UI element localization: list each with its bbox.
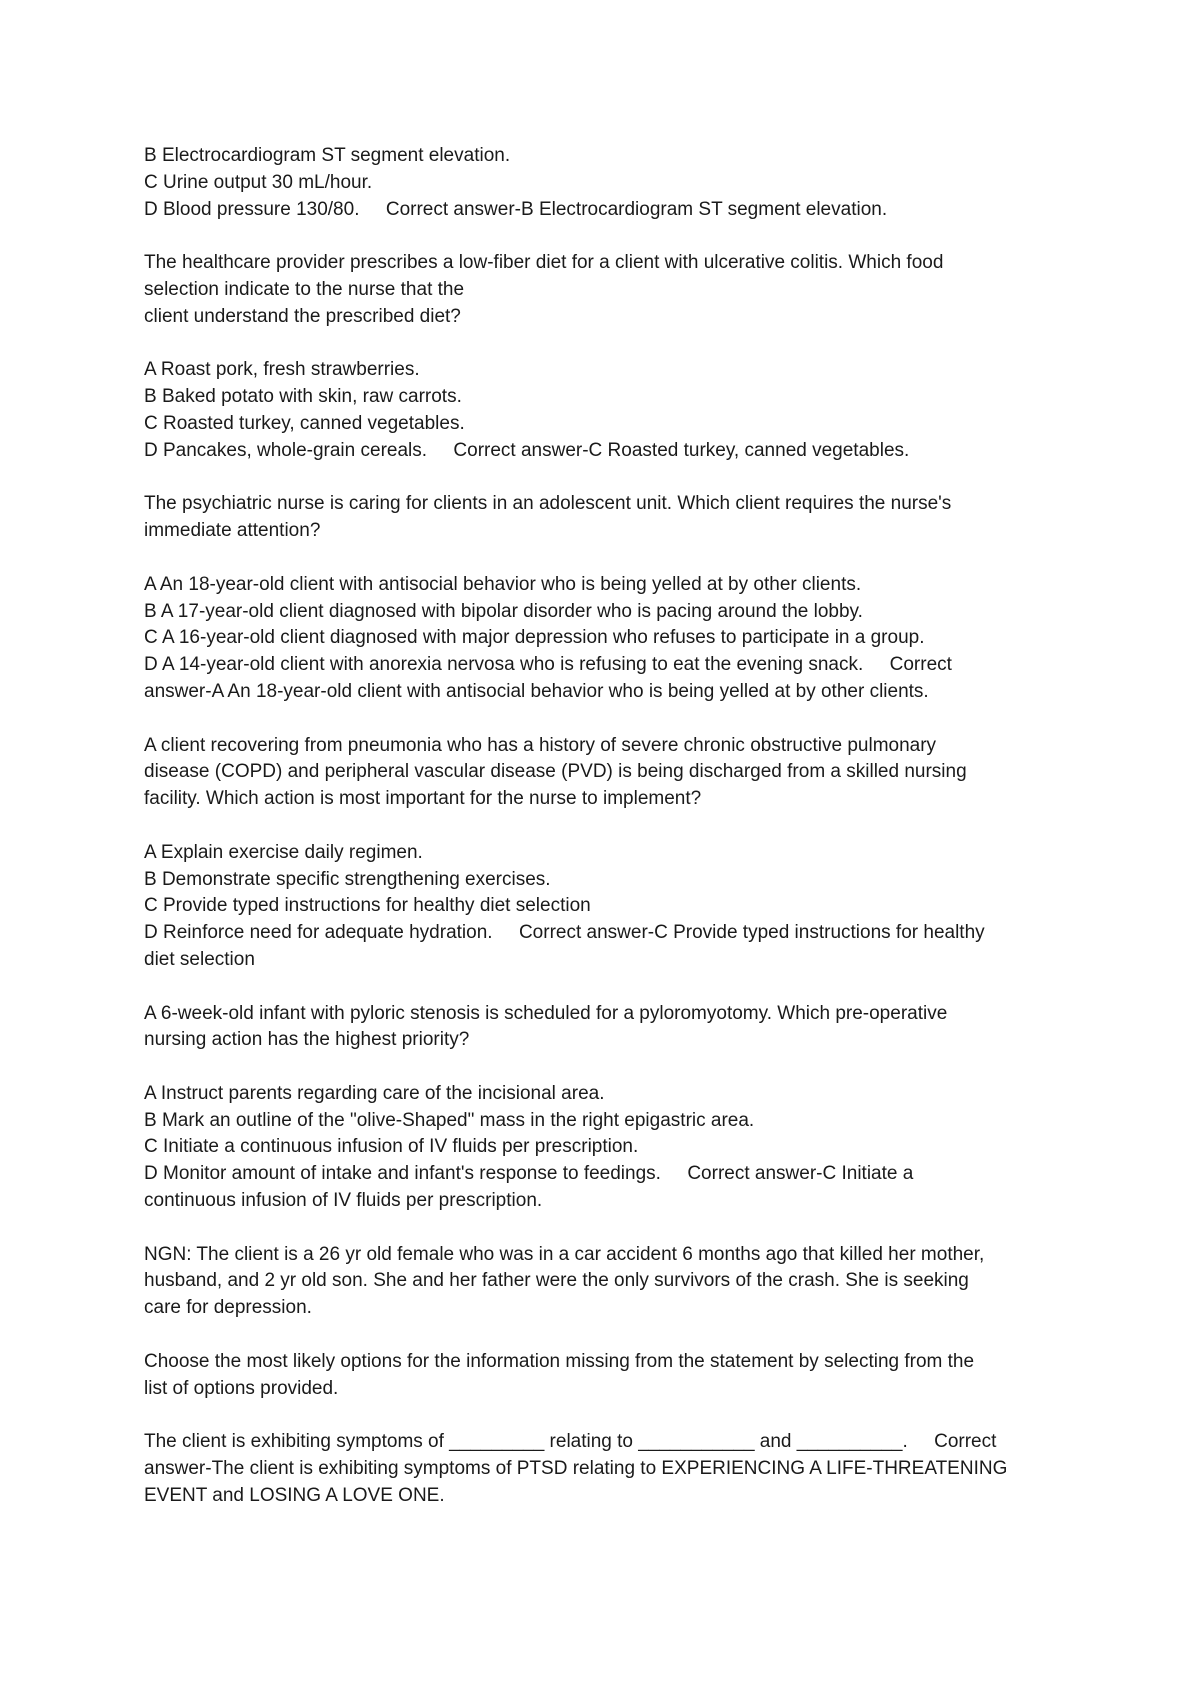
text-line: A An 18-year-old client with antisocial behavior who is being yelled at by other clients.	[144, 573, 862, 595]
text-block	[144, 357, 1044, 464]
text-line: C Provide typed instructions for healthy diet selection	[144, 895, 591, 917]
text-line: C A 16-year-old client diagnosed with major depression who refuses to participate in a group.	[144, 627, 925, 649]
text-line: client understand the prescribed diet?	[144, 305, 461, 327]
text-line: B Demonstrate specific strengthening exercises.	[144, 868, 551, 890]
text-line: immediate attention?	[144, 520, 321, 542]
text-block	[144, 733, 1044, 813]
text-line: The healthcare provider prescribes a low-fiber diet for a client with ulcerative colitis. Which food	[144, 252, 944, 274]
text-line: NGN: The client is a 26 yr old female who was in a car accident 6 months ago that killed her mother,	[144, 1243, 985, 1265]
text-block	[144, 1242, 1044, 1322]
text-line: continuous infusion of IV fluids per prescription.	[144, 1190, 543, 1212]
text-line: A client recovering from pneumonia who has a history of severe chronic obstructive pulmonary	[144, 734, 937, 756]
text-line: D A 14-year-old client with anorexia nervosa who is refusing to eat the evening snack. Correct	[144, 654, 952, 676]
text-line: B Mark an outline of the "olive-Shaped" mass in the right epigastric area.	[144, 1109, 755, 1131]
text-line: answer-The client is exhibiting symptoms of PTSD relating to EXPERIENCING A LIFE-THREATENING	[144, 1458, 1008, 1480]
text-line: D Pancakes, whole-grain cereals. Correct answer-C Roasted turkey, canned vegetables.	[144, 439, 910, 461]
text-line: D Blood pressure 130/80. Correct answer-B Electrocardiogram ST segment elevation.	[144, 198, 888, 220]
text-block	[144, 1081, 1044, 1215]
text-block	[144, 250, 1044, 330]
text-line: nursing action has the highest priority?	[144, 1029, 470, 1051]
text-line: A Explain exercise daily regimen.	[144, 841, 423, 863]
text-line: C Roasted turkey, canned vegetables.	[144, 412, 465, 434]
text-line: A Instruct parents regarding care of the incisional area.	[144, 1082, 605, 1104]
text-line: C Urine output 30 mL/hour.	[144, 171, 373, 193]
text-line: Choose the most likely options for the information missing from the statement by selecting from the	[144, 1350, 975, 1372]
text-block	[144, 1349, 1044, 1403]
text-block	[144, 1001, 1044, 1055]
text-line: A 6-week-old infant with pyloric stenosis is scheduled for a pyloromyotomy. Which pre-operative	[144, 1002, 948, 1024]
text-block	[144, 491, 1044, 545]
text-line: The client is exhibiting symptoms of _________ relating to ___________ and __________. Correct	[144, 1431, 997, 1453]
text-line: facility. Which action is most important for the nurse to implement?	[144, 788, 702, 810]
text-line: EVENT and LOSING A LOVE ONE.	[144, 1484, 445, 1506]
text-line: D Reinforce need for adequate hydration. Correct answer-C Provide typed instructions for healthy	[144, 922, 985, 944]
text-line: A Roast pork, fresh strawberries.	[144, 359, 420, 381]
text-line: diet selection	[144, 948, 255, 970]
text-line: B Electrocardiogram ST segment elevation.	[144, 145, 511, 166]
text-line: answer-A An 18-year-old client with antisocial behavior who is being yelled at by other clients.	[144, 680, 929, 702]
text-line: list of options provided.	[144, 1377, 339, 1399]
text-line: selection indicate to the nurse that the	[144, 278, 465, 300]
text-block	[144, 840, 1044, 974]
text-block	[144, 572, 1044, 706]
text-block	[144, 143, 1044, 223]
text-line: The psychiatric nurse is caring for clients in an adolescent unit. Which client requires the nurse's	[144, 493, 952, 515]
text-line: care for depression.	[144, 1297, 312, 1319]
text-block	[144, 1429, 1044, 1509]
text-line: B A 17-year-old client diagnosed with bipolar disorder who is pacing around the lobby.	[144, 600, 863, 622]
text-line: C Initiate a continuous infusion of IV fluids per prescription.	[144, 1136, 639, 1158]
text-line: B Baked potato with skin, raw carrots.	[144, 386, 462, 408]
text-line: husband, and 2 yr old son. She and her father were the only survivors of the crash. She is seeking	[144, 1270, 969, 1292]
document-page	[144, 143, 1044, 1536]
text-line: disease (COPD) and peripheral vascular disease (PVD) is being discharged from a skilled nursing	[144, 761, 967, 783]
text-line: D Monitor amount of intake and infant's response to feedings. Correct answer-C Initiate a	[144, 1163, 914, 1185]
